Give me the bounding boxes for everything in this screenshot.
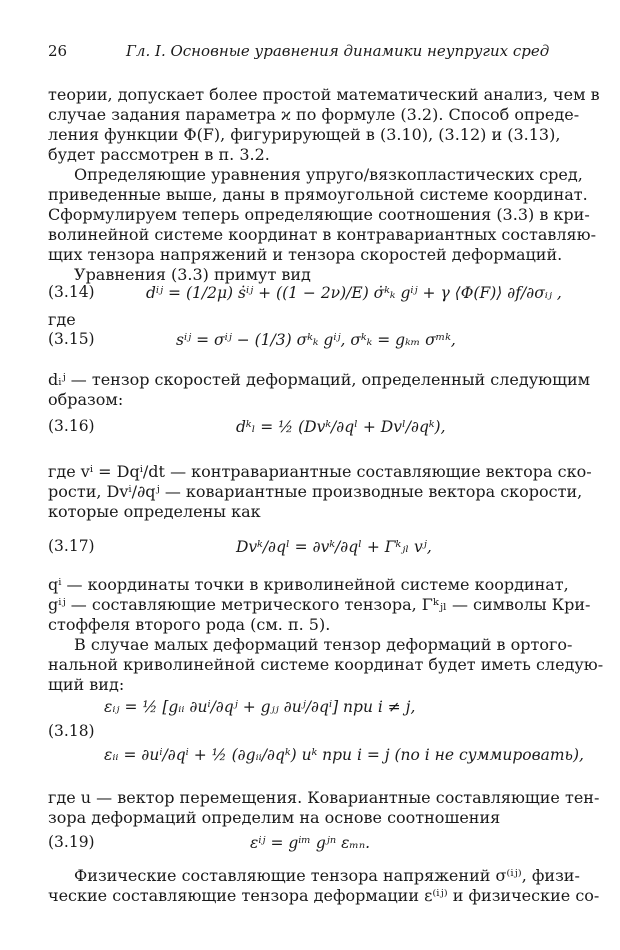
equation-number: (3.16) [48,417,95,435]
text-line: щих тензора напряжений и тензора скоростей деформаций. [48,245,563,264]
text-line: будет рассмотрен в п. 3.2. [48,145,270,164]
text-line: теории, допускает более простой математический анализ, чем в [48,85,600,104]
text-line: dᵢʲ — тензор скоростей деформаций, определенный следующим [48,370,591,389]
text-line: образом: [48,390,124,409]
equation-3-17: Dvᵏ/∂qˡ = ∂vᵏ/∂qˡ + Γᵏⱼₗ vʲ, [236,538,432,556]
text-line: нальной криволинейной системе координат будет иметь следую- [48,655,604,674]
text-line: приведенные выше, даны в прямоугольной системе координат. [48,185,588,204]
text-line: где u — вектор перемещения. Ковариантные составляющие тен- [48,788,600,807]
text-line: зора деформаций определим на основе соотношения [48,808,501,827]
text-line: стоффеля второго рода (см. п. 5). [48,615,331,634]
equation-3-19: εⁱʲ = gⁱᵐ gʲⁿ εₘₙ. [250,834,371,852]
text-line: случае задания параметра ϰ по формуле (3.2). Способ опреде- [48,105,580,124]
equation-number: (3.19) [48,833,95,851]
text-line: которые определены как [48,502,261,521]
running-title: Гл. I. Основные уравнения динамики неупругих сред [126,42,550,60]
equation-3-18-line2: εᵢᵢ = ∂uⁱ/∂qⁱ + ½ (∂gᵢᵢ/∂qᵏ) uᵏ при i = j (по i не суммировать), [104,746,584,764]
equation-number: (3.17) [48,537,95,555]
page-number: 26 [48,42,68,60]
equation-3-15: sⁱʲ = σⁱʲ − (1/3) σᵏₖ gⁱʲ, σᵏₖ = gₖₘ σᵐᵏ, [176,331,456,349]
equation-3-14: dⁱʲ = (1/2μ) ṡⁱʲ + ((1 − 2ν)/E) σ̇ᵏₖ gⁱʲ + γ ⟨Φ(F)⟩ ∂f/∂σᵢⱼ , [146,284,562,302]
text-line: Определяющие уравнения упруго/вязкопластических сред, [74,165,583,184]
text-line: Уравнения (3.3) примут вид [74,265,311,284]
equation-number: (3.14) [48,283,95,301]
text-line: где [48,310,76,329]
text-line: Сформулируем теперь определяющие соотношения (3.3) в кри- [48,205,590,224]
text-line: ления функции Φ(F), фигурирующей в (3.10), (3.12) и (3.13), [48,125,561,144]
equation-number: (3.18) [48,722,95,740]
text-line: рости, Dvⁱ/∂qʲ — ковариантные производные вектора скорости, [48,482,583,501]
text-line: qⁱ — координаты точки в криволинейной системе координат, [48,575,569,594]
text-line: Физические составляющие тензора напряжений σ⁽ⁱʲ⁾, физи- [74,866,580,885]
text-line: gⁱʲ — составляющие метрического тензора, Γᵏⱼₗ — символы Кри- [48,595,591,614]
text-line: щий вид: [48,675,125,694]
equation-number: (3.15) [48,330,95,348]
text-line: где vⁱ = Dqⁱ/dt — контравариантные составляющие вектора ско- [48,462,592,481]
text-line: ческие составляющие тензора деформации ε⁽ⁱʲ⁾ и физические со- [48,886,600,905]
equation-3-16: dᵏₗ = ½ (Dvᵏ/∂qˡ + Dvˡ/∂qᵏ), [236,418,446,436]
text-line: волинейной системе координат в контравариантных составляю- [48,225,596,244]
equation-3-18-line1: εᵢⱼ = ½ [gᵢᵢ ∂uⁱ/∂qʲ + gⱼⱼ ∂uʲ/∂qⁱ] при i ≠ j, [104,698,416,716]
text-line: В случае малых деформаций тензор деформаций в ортого- [74,635,573,654]
